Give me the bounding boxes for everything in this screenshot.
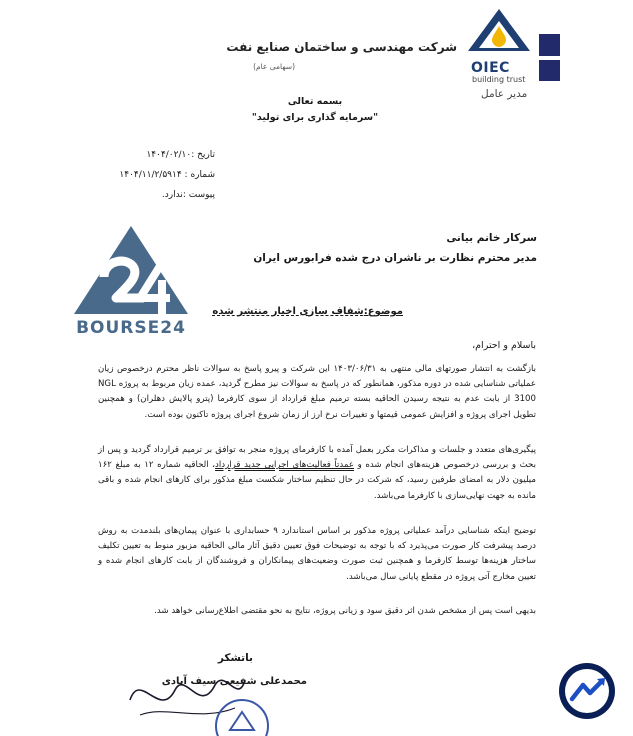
company-stamp-icon bbox=[212, 696, 272, 736]
closing-thanks: باتشکر bbox=[217, 652, 253, 664]
body-paragraph-3: توضیح اینکه شناسایی درآمد عملیاتی پروژه مذکور بر اساس استاندارد ۹ حسابداری با عنوان پیمان‌های بلندمدت به روش درصد پیشرفت کار صورت می‌پذیرد که با توجه به توضیحات فوق تعیین دقیق آثار مالی الحاقیه مزبور منوط به تعیین تکلیف ساختار هزینه‌ها توسط کارفرما و همچنین ثبت صورت وضعیت‌های پیمانکاران و فروشندگان از بابت کارهای انجام شده و تعیین مخارج آتی پروژه در مقطع پایانی سال می‌باشد. bbox=[98, 526, 536, 582]
oiec-logo-text: OIEC bbox=[471, 60, 510, 76]
slogan: "سرمایه گذاری برای تولید" bbox=[251, 112, 379, 123]
subject-text: شفاف سازی اخبار منتشر شده bbox=[212, 306, 364, 317]
letter-date: تاریخ :۱۴۰۴/۰۲/۱۰ bbox=[146, 150, 215, 160]
decorative-square-bottom bbox=[539, 60, 560, 81]
paragraph-2-highlight: عمدتاً فعالیت‌های اجرایی جدید قرارداد bbox=[215, 460, 355, 471]
ceo-title: مدیر عامل bbox=[481, 88, 528, 100]
body-paragraph-1: بازگشت به انتشار صورتهای مالی منتهی به ۱۴۰۳/۰۶/۳۱ این شرکت و پیرو پاسخ به سوالات ناظر محترم درخصوص زیان عملیاتی شناسایی شده در دوره مذکور، همانطور که در پاسخ به سوالات نیز مطرح گردید، عمده زیان مربوط به پروژه NGL 3100 از بابت عدم به نتیجه رسیدن الحاقیه بسته ترمیم مبلغ قرارداد از سوی کارفرما (پترو پالایش دهلران) و همچنین تطویل اجرای پروژه و افزایش عمومی قیمتها و تغییرات نرخ ارز از زمان شروع اجرای پروژه تاکنون بوده است. bbox=[98, 364, 536, 420]
recipient-name: سرکار خانم بیانی bbox=[446, 232, 537, 244]
bourse24-logo-icon bbox=[68, 222, 194, 322]
company-name: شرکت مهندسی و ساختمان صنایع نفت bbox=[226, 40, 457, 54]
body-paragraph-4: بدیهی است پس از مشخص شدن اثر دقیق سود و زیانی پروژه، نتایج به نحو مقتضی اطلاع‌رسانی خواهد شد. bbox=[154, 606, 536, 616]
bourse24-logo-text: BOURSE24 bbox=[76, 318, 186, 338]
oiec-logo-icon bbox=[466, 6, 532, 62]
body-paragraph-2 bbox=[98, 443, 536, 504]
round-chart-logo-icon bbox=[557, 661, 617, 721]
recipient-title: مدیر محترم نظارت بر ناشران درج شده فرابورس ایران bbox=[253, 252, 537, 264]
paragraph-2-part-a: پیگیری‌های متعدد و جلسات و مذاکرات مکرر بعمل آمده با کارفرمای پروژه منجر به توافق بر ترمیم قرارداد گردید و پس از بحث و بررسی درخصوص هزینه‌های انجام شده و bbox=[98, 445, 536, 471]
company-type: (سهامی عام) bbox=[253, 62, 295, 71]
signatory-name: محمدعلی شفیعی سیف آبادی bbox=[161, 676, 307, 687]
greeting: باسلام و احترام، bbox=[472, 340, 536, 351]
bismillah-heading: بسمه تعالی bbox=[287, 96, 343, 107]
decorative-square-top bbox=[539, 34, 560, 56]
subject-label: موضوع: bbox=[363, 306, 403, 317]
oiec-tagline: building trust bbox=[472, 75, 526, 84]
letter-number: شماره : ۱۴۰۴/۱۱/۲/۵۹۱۴ bbox=[119, 170, 215, 180]
paragraph-2-part-b: ، الحاقیه شماره ۱۲ به مبلغ ۱۶۲ میلیون دلار به امضای طرفین رسید، که شرکت در حال تنظیم ساختار شکست مبلغ مذکور برای کارهای انجام شده و باقی مانده به جهت نهایی‌سازی با کارفرما می‌باشد. bbox=[98, 460, 536, 501]
letter-attachment: پیوست :ندارد. bbox=[161, 190, 215, 200]
subject-line bbox=[212, 306, 403, 317]
